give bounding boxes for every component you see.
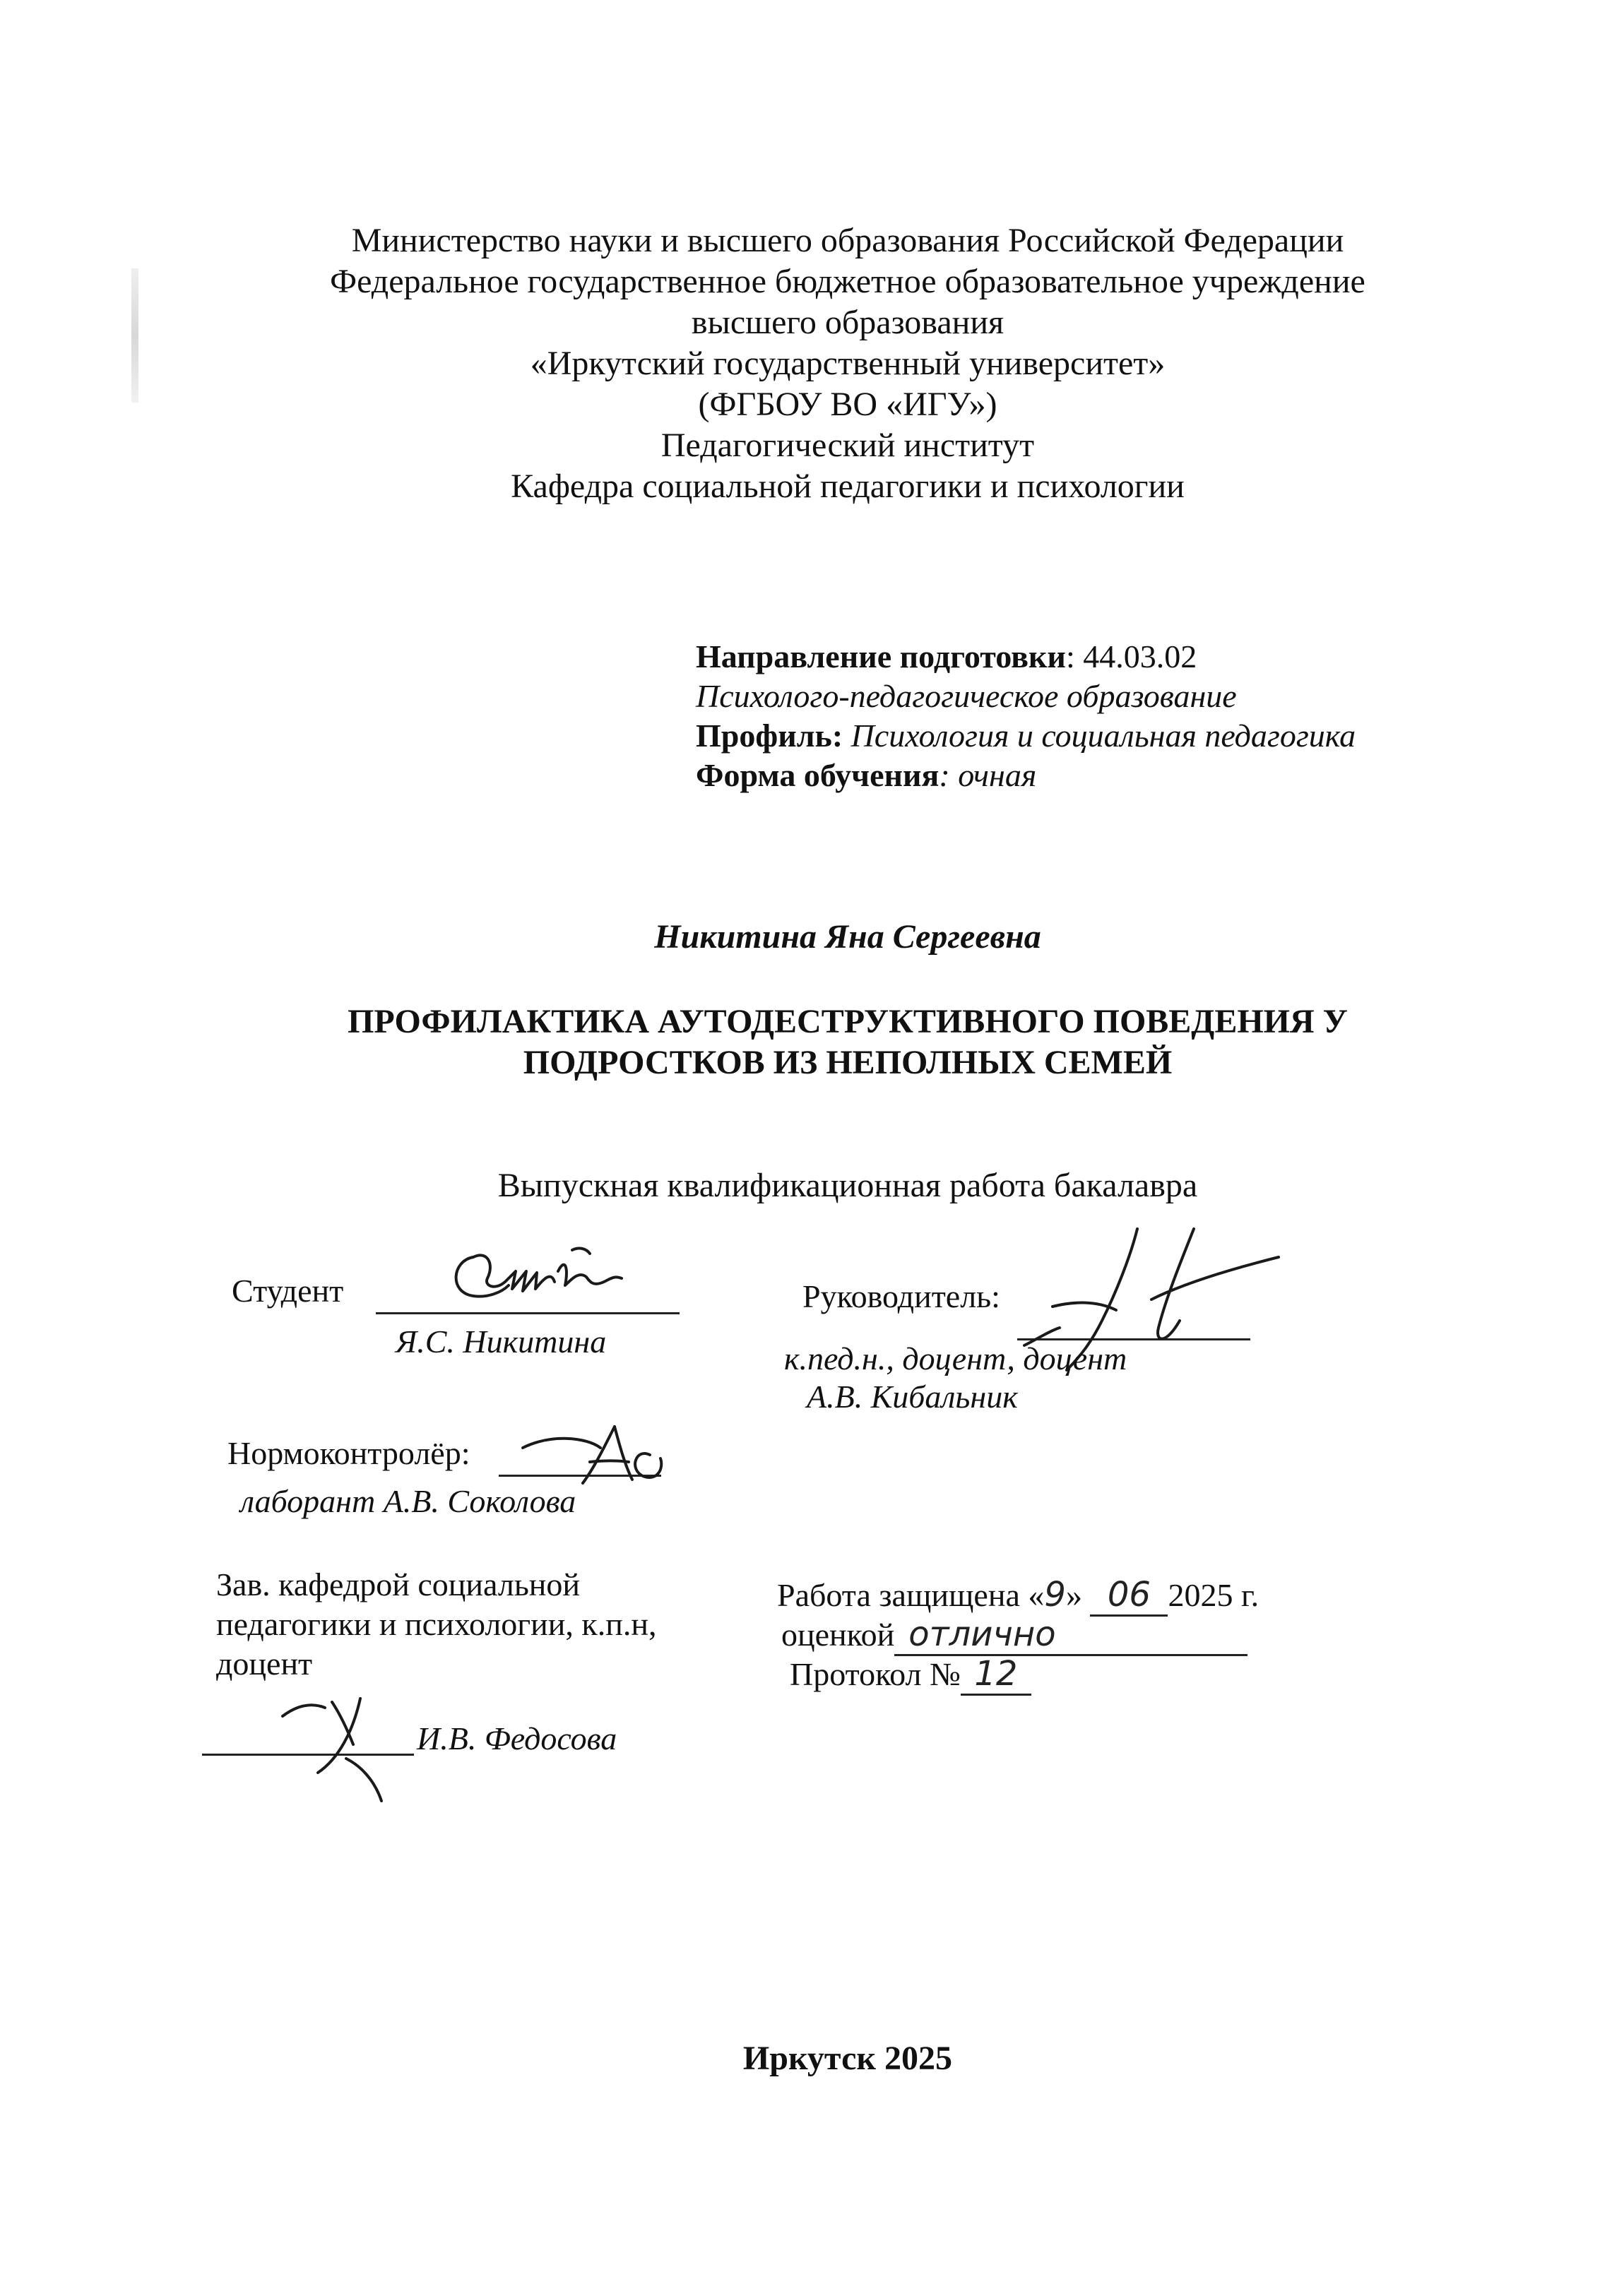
header-university: «Иркутский государственный университет» (530, 345, 1166, 382)
header-university-abbr: (ФГБОУ ВО «ИГУ») (698, 386, 997, 423)
header-education-level: высшего образования (691, 304, 1004, 341)
header-ministry: Министерство науки и высшего образования Российской Федерации (351, 222, 1344, 259)
normcontrol-signature (509, 1420, 671, 1490)
defense-line (777, 1575, 1259, 1617)
protocol-line (790, 1654, 1031, 1696)
supervisor-name: А.В. Кибальник (807, 1379, 1018, 1415)
form-line (696, 756, 1579, 795)
header-institution-type: Федеральное государственное бюджетное образовательное учреждение (330, 263, 1365, 300)
grade-line (781, 1614, 1247, 1656)
thesis-title-line1: ПРОФИЛАКТИКА АУТОДЕСТРУКТИВНОГО ПОВЕДЕНИЯ У (348, 1003, 1348, 1040)
form-label: Форма обучения (696, 757, 940, 793)
form-value: : очная (939, 757, 1037, 793)
header-block (212, 220, 1483, 507)
direction-value: : 44.03.02 (1065, 638, 1197, 674)
protocol-value: 12 (961, 1654, 1031, 1696)
grade-label: оценкой (781, 1617, 895, 1653)
thesis-title (212, 1001, 1483, 1083)
protocol-label: Протокол № (790, 1656, 961, 1692)
defense-year: 2025 г. (1168, 1577, 1260, 1613)
header-department: Кафедра социальной педагогики и психологии (511, 468, 1185, 505)
thesis-title-line2: ПОДРОСТКОВ ИЗ НЕПОЛНЫХ СЕМЕЙ (523, 1044, 1173, 1081)
footer-city-year: Иркутск 2025 (742, 2040, 953, 2077)
header-institute: Педагогический институт (660, 427, 1035, 464)
direction-label: Направление подготовки (696, 638, 1066, 674)
defense-label: Работа защищена « (777, 1577, 1045, 1613)
normcontrol-label: Нормоконтролёр: (227, 1435, 470, 1471)
direction-line (696, 637, 1579, 677)
head-name: И.В. Федосова (417, 1720, 617, 1756)
supervisor-degree: к.пед.н., доцент, доцент (784, 1340, 1127, 1376)
scan-artifact (131, 268, 138, 403)
supervisor-label: Руководитель: (802, 1278, 1000, 1314)
defense-day: 9 (1044, 1575, 1066, 1614)
profile-line (696, 716, 1579, 756)
head-title-line2: педагогики и психологии, к.п.н, (216, 1606, 657, 1642)
profile-value: Психология и социальная педагогика (843, 718, 1356, 754)
head-signature (268, 1688, 424, 1808)
program-block (696, 637, 1579, 795)
work-type: Выпускная квалификационная работа бакалавра (497, 1167, 1198, 1204)
direction-name: Психолого-педагогическое образование (696, 678, 1237, 714)
grade-value: отлично (894, 1614, 1247, 1656)
normcontrol-name: лаборант А.В. Соколова (240, 1483, 576, 1519)
defense-day-close: » (1065, 1577, 1082, 1613)
student-signature (445, 1229, 643, 1314)
defense-month: 06 (1090, 1575, 1168, 1617)
student-name: Я.С. Никитина (396, 1324, 607, 1360)
head-title-line3: доцент (216, 1646, 313, 1682)
head-title-line1: Зав. кафедрой социальной (216, 1566, 581, 1602)
head-block (216, 1565, 656, 1684)
profile-label: Профиль: (696, 718, 843, 754)
author-name: Никитина Яна Сергеевна (654, 918, 1041, 956)
student-label: Студент (232, 1273, 344, 1309)
